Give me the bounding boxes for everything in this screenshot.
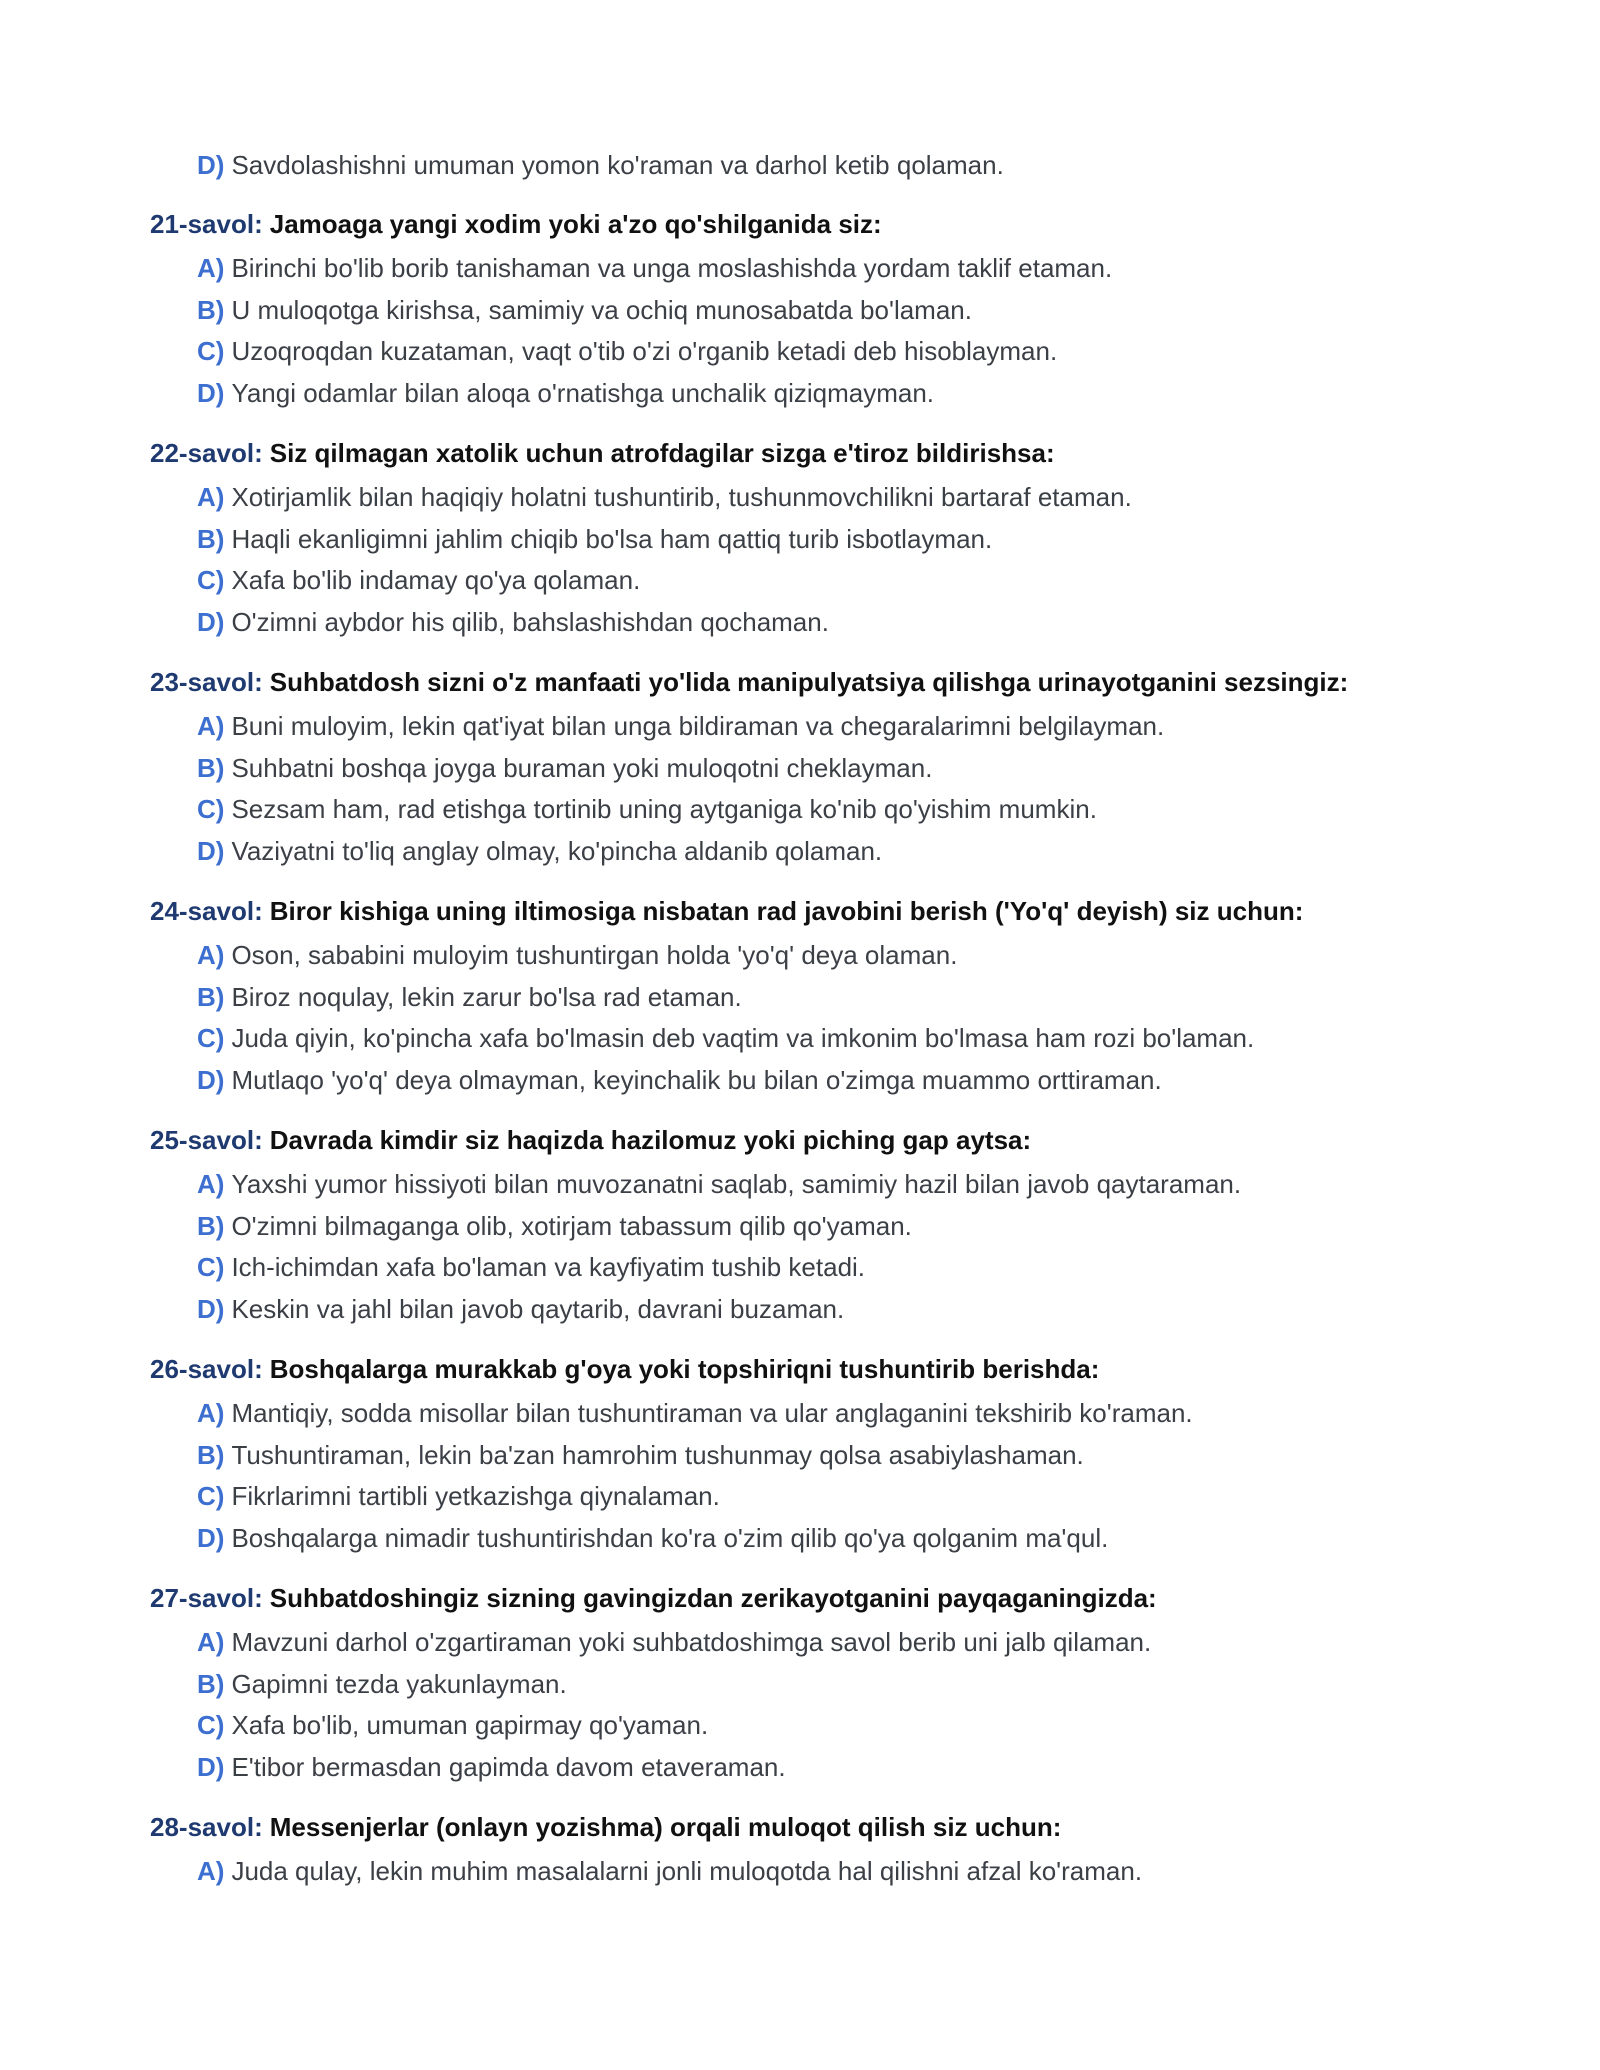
answer-option — [150, 605, 1460, 647]
question-header — [150, 894, 1460, 928]
option-letter: C) — [197, 336, 225, 366]
option-letter: D) — [197, 1293, 225, 1324]
option-text: Savdolashishni umuman yomon ko'raman va darhol ketib qolaman. — [231, 150, 1004, 180]
question-block — [150, 1123, 1460, 1333]
answer-option — [150, 563, 1460, 605]
option-text: O'zimni bilmaganga olib, xotirjam tabassum qilib qo'yaman. — [231, 1210, 912, 1241]
option-text: Yaxshi yumor hissiyoti bilan muvozanatni saqlab, samimiy hazil bilan javob qaytaraman. — [231, 1169, 1242, 1199]
answer-option — [150, 1063, 1460, 1105]
question-text: Siz qilmagan xatolik uchun atrofdagilar sizga e'tiroz bildirishsa: — [269, 438, 1055, 468]
option-letter: A) — [197, 940, 225, 970]
option-text: Keskin va jahl bilan javob qaytarib, davrani buzaman. — [231, 1293, 845, 1324]
option-letter: C) — [197, 565, 225, 595]
option-letter: A) — [197, 1627, 225, 1657]
option-letter: C) — [197, 1481, 225, 1511]
answer-option — [150, 1708, 1460, 1750]
option-letter: A) — [197, 1169, 225, 1199]
question-text: Boshqalarga murakkab g'oya yoki topshiriqni tushuntirib berishda: — [269, 1354, 1100, 1384]
question-list — [150, 148, 1460, 1896]
option-letter: B) — [197, 1439, 225, 1470]
answer-option — [150, 709, 1460, 751]
option-text: Vaziyatni to'liq anglay olmay, ko'pincha aldanib qolaman. — [231, 835, 883, 866]
answer-option — [150, 938, 1460, 980]
question-number: 27-savol: — [150, 1583, 263, 1613]
option-text: Yangi odamlar bilan aloqa o'rnatishga unchalik qiziqmayman. — [231, 377, 934, 408]
option-letter: D) — [197, 377, 225, 408]
question-text: Davrada kimdir siz haqizda hazilomuz yoki piching gap aytsa: — [269, 1125, 1032, 1155]
answer-option — [150, 1625, 1460, 1667]
option-text: Fikrlarimni tartibli yetkazishga qiynalaman. — [231, 1481, 720, 1511]
question-text: Biror kishiga uning iltimosiga nisbatan rad javobini berish ('Yo'q' deyish) siz uchun: — [269, 896, 1304, 926]
option-letter: C) — [197, 1710, 225, 1740]
option-letter: B) — [197, 523, 225, 554]
question-header — [150, 1810, 1460, 1844]
answer-option — [150, 148, 1460, 188]
answer-option — [150, 1167, 1460, 1209]
option-text: Juda qulay, lekin muhim masalalarni jonli muloqotda hal qilishni afzal ko'raman. — [231, 1856, 1143, 1886]
option-text: Oson, sababini muloyim tushuntirgan holda 'yo'q' deya olaman. — [231, 940, 958, 970]
option-text: Biroz noqulay, lekin zarur bo'lsa rad etaman. — [231, 981, 742, 1012]
option-letter: D) — [197, 1751, 225, 1782]
question-number: 25-savol: — [150, 1125, 263, 1155]
option-text: Haqli ekanligimni jahlim chiqib bo'lsa ham qattiq turib isbotlayman. — [231, 523, 993, 554]
option-letter: B) — [197, 1668, 225, 1699]
answer-option — [150, 1854, 1460, 1896]
question-block — [150, 1810, 1460, 1896]
question-text: Suhbatdosh sizni o'z manfaati yo'lida manipulyatsiya qilishga urinayotganini sezsingiz: — [269, 667, 1349, 697]
question-number: 28-savol: — [150, 1812, 263, 1842]
question-number: 24-savol: — [150, 896, 263, 926]
option-text: Mantiqiy, sodda misollar bilan tushuntiraman va ular anglaganini tekshirib ko'raman. — [231, 1398, 1193, 1428]
answer-option — [150, 1438, 1460, 1480]
option-letter: C) — [197, 1023, 225, 1053]
option-letter: C) — [197, 794, 225, 824]
option-letter: B) — [197, 1210, 225, 1241]
question-number: 22-savol: — [150, 438, 263, 468]
option-text: Sezsam ham, rad etishga tortinib uning aytganiga ko'nib qo'yishim mumkin. — [231, 794, 1097, 824]
option-letter: A) — [197, 1398, 225, 1428]
question-number: 26-savol: — [150, 1354, 263, 1384]
question-text: Jamoaga yangi xodim yoki a'zo qo'shilganida siz: — [269, 209, 882, 239]
answer-option — [150, 376, 1460, 418]
option-text: Gapimni tezda yakunlayman. — [231, 1668, 567, 1699]
answer-option — [150, 1396, 1460, 1438]
answer-option — [150, 1667, 1460, 1709]
answer-option — [150, 334, 1460, 376]
question-block — [150, 1352, 1460, 1562]
option-text: Xafa bo'lib indamay qo'ya qolaman. — [231, 565, 641, 595]
option-text: Juda qiyin, ko'pincha xafa bo'lmasin deb vaqtim va imkonim bo'lmasa ham rozi bo'laman. — [231, 1023, 1255, 1053]
option-text: Mavzuni darhol o'zgartiraman yoki suhbatdoshimga savol berib uni jalb qilaman. — [231, 1627, 1152, 1657]
option-letter: A) — [197, 253, 225, 283]
option-letter: D) — [197, 835, 225, 866]
answer-option — [150, 1292, 1460, 1334]
answer-option — [150, 834, 1460, 876]
question-header — [150, 436, 1460, 470]
option-text: Suhbatni boshqa joyga buraman yoki muloqotni cheklayman. — [231, 752, 933, 783]
question-number: 21-savol: — [150, 209, 263, 239]
answer-option — [150, 1479, 1460, 1521]
answer-option — [150, 522, 1460, 564]
question-header — [150, 1581, 1460, 1615]
option-letter: A) — [197, 482, 225, 512]
option-text: U muloqotga kirishsa, samimiy va ochiq munosabatda bo'laman. — [231, 294, 972, 325]
option-text: Ich-ichimdan xafa bo'laman va kayfiyatim tushib ketadi. — [231, 1252, 866, 1282]
option-letter: B) — [197, 981, 225, 1012]
option-text: Buni muloyim, lekin qat'iyat bilan unga bildiraman va chegaralarimni belgilayman. — [231, 711, 1165, 741]
answer-option — [150, 1209, 1460, 1251]
option-letter: B) — [197, 752, 225, 783]
option-letter: A) — [197, 711, 225, 741]
question-block — [150, 207, 1460, 417]
option-text: E'tibor bermasdan gapimda davom etaveraman. — [231, 1751, 786, 1782]
answer-option — [150, 293, 1460, 335]
answer-option — [150, 251, 1460, 293]
option-letter: A) — [197, 1856, 225, 1886]
question-header — [150, 207, 1460, 241]
question-header — [150, 1352, 1460, 1386]
question-block — [150, 1581, 1460, 1791]
option-text: Boshqalarga nimadir tushuntirishdan ko'ra o'zim qilib qo'ya qolganim ma'qul. — [231, 1522, 1109, 1553]
question-text: Suhbatdoshingiz sizning gavingizdan zerikayotganini payqaganingizda: — [269, 1583, 1157, 1613]
answer-option — [150, 1250, 1460, 1292]
option-text: Birinchi bo'lib borib tanishaman va unga moslashishda yordam taklif etaman. — [231, 253, 1113, 283]
option-letter: C) — [197, 1252, 225, 1282]
option-letter: D) — [197, 606, 225, 637]
option-letter: D) — [197, 1064, 225, 1095]
answer-option — [150, 980, 1460, 1022]
answer-option — [150, 1021, 1460, 1063]
question-header — [150, 1123, 1460, 1157]
leading-options — [150, 148, 1460, 188]
option-text: Tushuntiraman, lekin ba'zan hamrohim tushunmay qolsa asabiylashaman. — [231, 1439, 1084, 1470]
question-block — [150, 665, 1460, 875]
answer-option — [150, 1521, 1460, 1563]
question-number: 23-savol: — [150, 667, 263, 697]
question-block — [150, 436, 1460, 646]
option-letter: D) — [197, 1522, 225, 1553]
option-text: Xafa bo'lib, umuman gapirmay qo'yaman. — [231, 1710, 709, 1740]
option-letter: D) — [197, 150, 225, 180]
question-block — [150, 894, 1460, 1104]
option-text: Uzoqroqdan kuzataman, vaqt o'tib o'zi o'rganib ketadi deb hisoblayman. — [231, 336, 1058, 366]
question-text: Messenjerlar (onlayn yozishma) orqali muloqot qilish siz uchun: — [269, 1812, 1062, 1842]
answer-option — [150, 792, 1460, 834]
option-text: Mutlaqo 'yo'q' deya olmayman, keyinchalik bu bilan o'zimga muammo orttiraman. — [231, 1064, 1162, 1095]
answer-option — [150, 480, 1460, 522]
question-header — [150, 665, 1460, 699]
option-text: O'zimni aybdor his qilib, bahslashishdan qochaman. — [231, 606, 829, 637]
answer-option — [150, 751, 1460, 793]
option-letter: B) — [197, 294, 225, 325]
answer-option — [150, 1750, 1460, 1792]
option-text: Xotirjamlik bilan haqiqiy holatni tushuntirib, tushunmovchilikni bartaraf etaman. — [231, 482, 1132, 512]
